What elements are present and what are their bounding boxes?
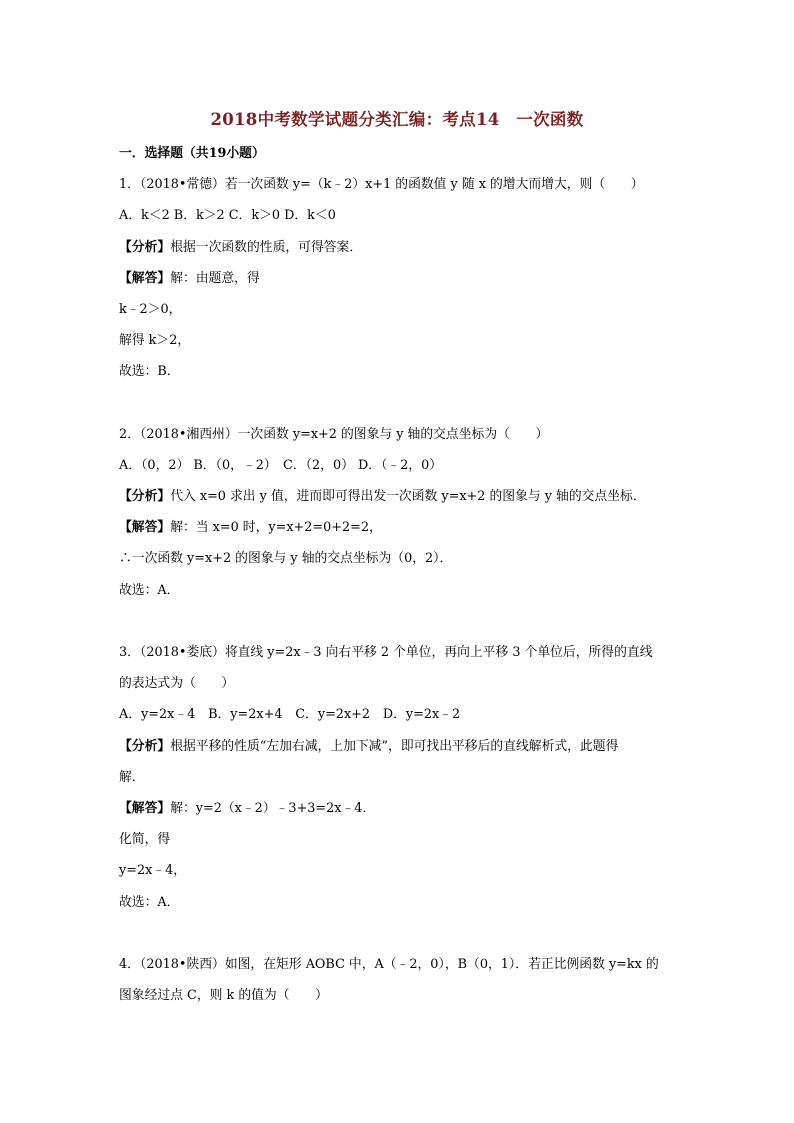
q4-stem-line2: 图象经过点 C，则 k 的值为（ ） bbox=[119, 988, 328, 1004]
spacer bbox=[119, 396, 679, 427]
section-heading: 一．选择题（共19小题） bbox=[119, 146, 265, 161]
q1-analysis-text: 根据一次函数的性质，可得答案． bbox=[170, 239, 363, 255]
q2-answer-text: 解：当 x=0 时，y=x+2=0+2=2， bbox=[170, 520, 382, 536]
q1-answer bbox=[119, 271, 679, 286]
q2-choice: 故选：A． bbox=[119, 582, 180, 598]
q1-stem: 1．（2018•常德）若一次函数 y=（k﹣2）x+1 的函数值 y 随 x 的增大而增大，则（ ） bbox=[119, 177, 644, 193]
analysis-tag: 【分析】 bbox=[119, 738, 171, 754]
q3-answer-text: 解：y=2（x﹣2）﹣3+3=2x﹣4． bbox=[170, 800, 376, 816]
answer-tag: 【解答】 bbox=[119, 520, 171, 536]
q3-analysis-text: 根据平移的性质“左加右减，上加下减”，即可找出平移后的直线解析式，此题得 bbox=[170, 738, 619, 754]
q3-choice: 故选：A． bbox=[119, 894, 180, 910]
analysis-tag: 【分析】 bbox=[119, 239, 171, 255]
q3-answer bbox=[119, 801, 679, 816]
q3-stem-line2: 的表达式为（ ） bbox=[119, 676, 235, 692]
q3-stem-line1: 3．（2018•娄底）将直线 y=2x﹣3 向右平移 2 个单位，再向上平移 3 个单位后，所得的直线 bbox=[119, 645, 653, 660]
q3-analysis bbox=[119, 739, 679, 754]
q2-step1: ∴一次函数 y=x+2 的图象与 y 轴的交点坐标为（0，2）． bbox=[119, 551, 453, 567]
q4-stem-line1: 4．（2018•陕西）如图，在矩形 AOBC 中，A（﹣2，0），B（0，1）．若正比例函数 y=kx 的 bbox=[119, 956, 659, 972]
document-body bbox=[119, 146, 679, 1019]
q2-options: A．（0，2） B．（0，﹣2） C．（2，0） D．（﹣2，0） bbox=[119, 457, 443, 473]
q1-options: A．k＜2 B．k＞2 C．k＞0 D．k＜0 bbox=[119, 208, 336, 224]
q3-step2: y=2x﹣4， bbox=[119, 863, 187, 879]
q1-step2: 解得 k＞2， bbox=[119, 333, 191, 349]
q2-stem: 2．（2018•湘西州）一次函数 y=x+2 的图象与 y 轴的交点坐标为（ ） bbox=[119, 426, 549, 442]
answer-tag: 【解答】 bbox=[119, 270, 171, 286]
q3-analysis-line2: 解． bbox=[119, 769, 145, 785]
q2-answer bbox=[119, 520, 679, 535]
document-title: 2018中考数学试题分类汇编：考点14 一次函数 bbox=[210, 110, 584, 129]
spacer bbox=[119, 926, 679, 957]
answer-tag: 【解答】 bbox=[119, 800, 171, 816]
q1-choice: 故选：B． bbox=[119, 364, 180, 380]
spacer bbox=[119, 614, 679, 645]
q2-analysis-text: 代入 x=0 求出 y 值，进而即可得出发一次函数 y=x+2 的图象与 y 轴的交点坐标． bbox=[170, 489, 646, 505]
q1-answer-text: 解：由题意，得 bbox=[170, 270, 260, 286]
analysis-tag: 【分析】 bbox=[119, 489, 171, 505]
q1-analysis bbox=[119, 240, 679, 255]
q2-analysis bbox=[119, 489, 679, 504]
q3-options: A．y=2x﹣4 B．y=2x+4 C．y=2x+2 D．y=2x﹣2 bbox=[119, 707, 461, 723]
q1-step1: k﹣2＞0， bbox=[119, 301, 182, 317]
q3-step1: 化简，得 bbox=[119, 832, 171, 848]
